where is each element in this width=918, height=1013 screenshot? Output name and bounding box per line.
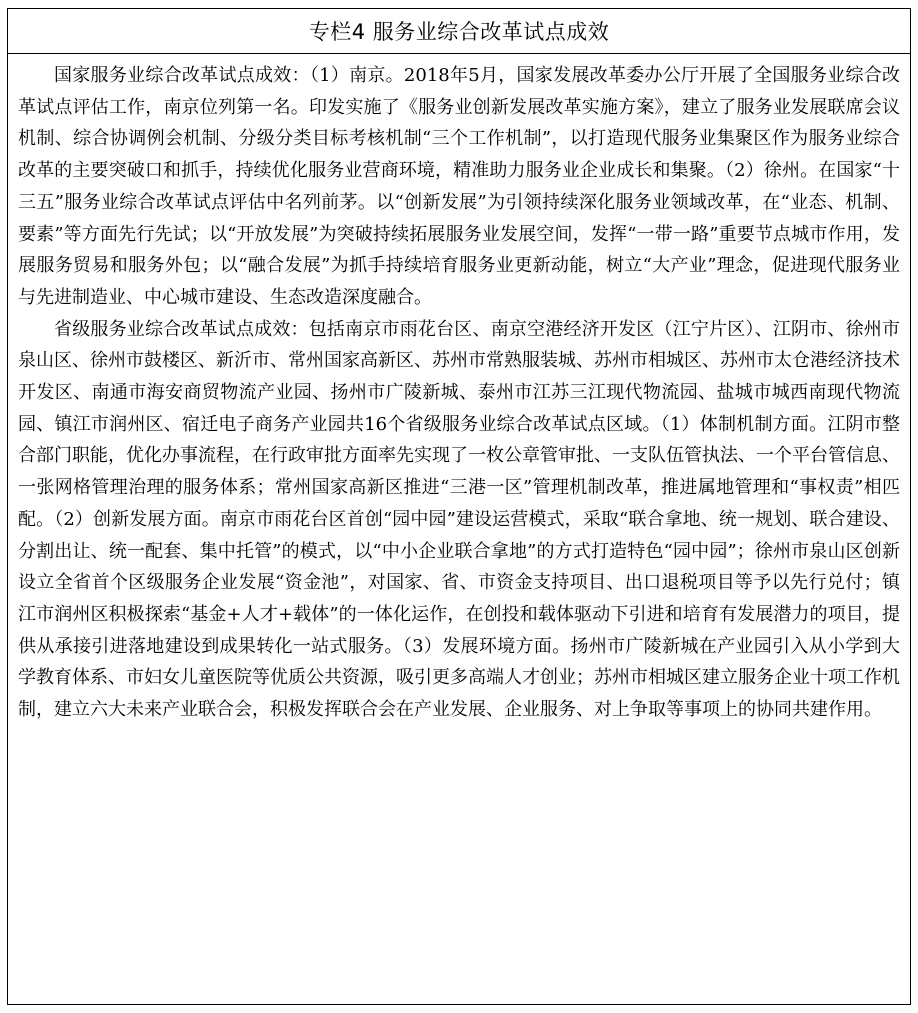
paragraph-provincial: 省级服务业综合改革试点成效：包括南京市雨花台区、南京空港经济开发区（江宁片区）、江阴市、徐州市泉山区、徐州市鼓楼区、新沂市、常州国家高新区、苏州市常熟服装城、苏州市相城区、苏州市太仓港经济技术开发区、南通市海安商贸物流产业园、扬州市广陵新城、泰州市江苏三江现代物流园、盐城市城西南现代物流园、镇江市润州区、宿迁电子商务产业园共16个省级服务业综合改革试点区域。（1）体制机制方面。江阴市整合部门职能，优化办事流程，在行政审批方面率先实现了一枚公章管审批、一支队伍管执法、一个平台管信息、一张网格管理治理的服务体系；常州国家高新区推进“三港一区”管理机制改革，推进属地管理和“事权责”相匹配。（2）创新发展方面。南京市雨花台区首创“园中园”建设运营模式，采取“联合拿地、统一规划、联合建设、分割出让、统一配套、集中托管”的模式，以“中小企业联合拿地”的方式打造特色“园中园”；徐州市泉山区创新设立全省首个区级服务企业发展“资金池”，对国家、省、市资金支持项目、出口退税项目等予以先行兑付；镇江市润州区积极探索“基金+人才+载体”的一体化运作，在创投和载体驱动下引进和培育有发展潜力的项目，提供从承接引进落地建设到成果转化一站式服务。（3）发展环境方面。扬州市广陵新城在产业园引入从小学到大学教育体系、市妇女儿童医院等优质公共资源，吸引更多高端人才创业；苏州市相城区建立服务企业十项工作机制，建立六大未来产业联合会，积极发挥联合会在产业发展、企业服务、对上争取等事项上的协同共建作用。 <box>18 318 900 721</box>
box-content <box>8 54 910 726</box>
title-row <box>8 9 910 54</box>
paragraph-national: 国家服务业综合改革试点成效：（1）南京。2018年5月，国家发展改革委办公厅开展了全国服务业综合改革试点评估工作，南京位列第一名。印发实施了《服务业创新发展改革实施方案》，建立了服务业发展联席会议机制、综合协调例会机制、分级分类目标考核机制“三个工作机制”，以打造现代服务业集聚区作为服务业综合改革的主要突破口和抓手，持续优化服务业营商环境，精准助力服务业企业成长和集聚。（2）徐州。在国家“十三五”服务业综合改革试点评估中名列前茅。以“创新发展”为引领持续深化服务业领域改革，在“业态、机制、要素”等方面先行先试；以“开放发展”为突破持续拓展服务业发展空间，发挥“一带一路”重要节点城市作用，发展服务贸易和服务外包；以“融合发展”为抓手持续培育服务业更新动能，树立“大产业”理念，促进现代服务业与先进制造业、中心城市建设、生态改造深度融合。 <box>18 65 900 308</box>
box-title: 专栏4 服务业综合改革试点成效 <box>308 20 610 44</box>
feature-box <box>7 8 911 1005</box>
